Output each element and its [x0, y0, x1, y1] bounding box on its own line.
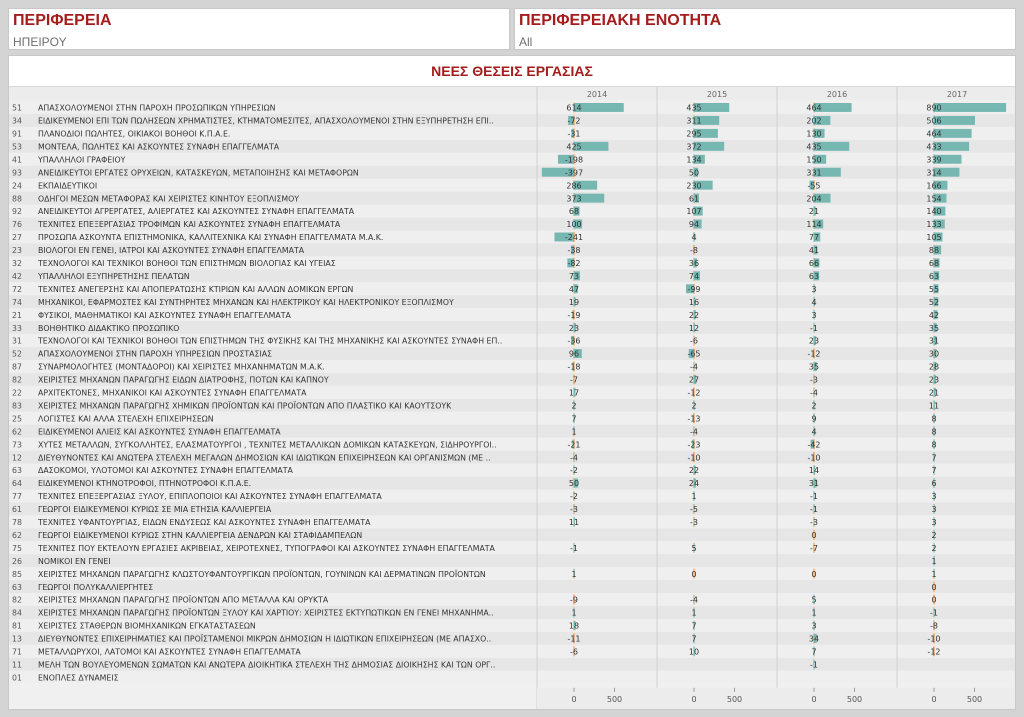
value-label: 68 — [568, 207, 580, 217]
value-label: 1 — [571, 569, 577, 579]
row-label[interactable]: ΒΟΗΘΗΤΙΚΟ ΔΙΔΑΚΤΙΚΟ ΠΡΟΣΩΠΙΚΟ — [38, 323, 180, 333]
row-label[interactable]: ΒΙΟΛΟΓΟΙ ΕΝ ΓΕΝΕΙ, ΙΑΤΡΟΙ ΚΑΙ ΑΣΚΟΥΝΤΕΣ ΣΥΝΑΦΗ ΕΠΑΓΓΕΛΜΑΤΑ — [38, 246, 305, 256]
row-label[interactable]: ΕΝΟΠΛΕΣ ΔΥΝΑΜΕΙΣ — [38, 673, 119, 683]
value-label: 30 — [928, 349, 940, 359]
value-label: 4 — [811, 427, 817, 437]
row-code: 27 — [12, 233, 22, 243]
row-label[interactable]: ΜΕΛΗ ΤΩΝ ΒΟΥΛΕΥΟΜΕΝΩΝ ΣΩΜΑΤΩΝ ΚΑΙ ΑΝΩΤΕΡΑ ΔΙΟΙΚΗΤΙΚΑ ΣΤΕΛΕΧΗ ΤΗΣ ΔΗΜΟΣΙΑΣ ΔΙΟΙΚΗΣΗΣ ΚΑΙ ΤΩΝ ΟΡΓ.. — [38, 660, 496, 670]
row-code: 63 — [12, 466, 22, 476]
value-label: 314 — [926, 168, 942, 178]
value-label: 10 — [688, 647, 700, 657]
row-label[interactable]: ΛΟΓΙΣΤΕΣ ΚΑΙ ΑΛΛΑ ΣΤΕΛΕΧΗ ΕΠΙΧΕΙΡΗΣΕΩΝ — [38, 414, 214, 424]
row-code: 73 — [12, 440, 22, 450]
value-label: 7 — [931, 466, 937, 476]
row-code: 87 — [12, 362, 22, 372]
value-label: 23 — [808, 336, 820, 346]
value-label: 0 — [931, 595, 937, 605]
value-label: 1 — [571, 427, 577, 437]
value-label: 68 — [928, 259, 940, 268]
value-label: 134 — [686, 155, 702, 165]
value-label: 105 — [926, 233, 942, 243]
row-background — [9, 153, 1015, 166]
value-label: -3 — [810, 375, 818, 385]
value-label: -3 — [570, 505, 578, 515]
row-code: 41 — [12, 155, 22, 165]
value-label: 373 — [566, 194, 582, 204]
value-label: 286 — [566, 181, 582, 191]
value-label: 23 — [928, 375, 940, 385]
value-label: -18 — [567, 362, 581, 372]
row-label[interactable]: ΧΥΤΕΣ ΜΕΤΑΛΛΩΝ, ΣΥΓΚΟΛΛΗΤΕΣ, ΕΛΑΣΜΑΤΟΥΡΓΟΙ , ΤΕΧΝΙΤΕΣ ΜΕΤΑΛΛΙΚΩΝ ΔΟΜΙΚΩΝ ΚΑΤΑΣΚΕΥΩΝ, ΣΙΔΗΡΟΥΡΓΟΙ.. — [38, 440, 497, 450]
value-label: 1 — [931, 556, 937, 566]
row-code: 77 — [12, 492, 22, 502]
value-label: 154 — [926, 194, 942, 204]
value-label: -8 — [930, 621, 938, 631]
row-code: 76 — [12, 220, 22, 230]
value-label: -8 — [690, 246, 698, 256]
row-label[interactable]: ΑΝΕΙΔΙΚΕΥΤΟΙ ΑΓΡΕΡΓΑΤΕΣ, ΑΛΙΕΡΓΑΤΕΣ ΚΑΙ ΑΣΚΟΥΝΤΕΣ ΣΥΝΑΦΗ ΕΠΑΓΓΕΛΜΑΤΑ — [38, 207, 355, 217]
value-label: 4 — [691, 233, 697, 243]
row-code: 62 — [12, 530, 22, 540]
value-label: 3 — [931, 492, 937, 502]
value-label: 63 — [808, 271, 820, 281]
value-label: 96 — [568, 349, 580, 359]
value-label: 12 — [688, 323, 700, 333]
row-code: 32 — [12, 259, 22, 268]
value-label: 425 — [566, 142, 582, 152]
value-label: -1 — [810, 323, 818, 333]
value-label: 18 — [568, 621, 580, 631]
value-label: -6 — [690, 336, 698, 346]
value-label: 63 — [928, 271, 940, 281]
value-label: -1 — [810, 660, 818, 670]
value-label: 35 — [928, 323, 940, 333]
value-label: 433 — [926, 142, 942, 152]
value-label: 100 — [566, 220, 582, 230]
value-label: 5 — [811, 595, 817, 605]
row-label[interactable]: ΑΡΧΙΤΕΚΤΟΝΕΣ, ΜΗΧΑΝΙΚΟΙ ΚΑΙ ΑΣΚΟΥΝΤΕΣ ΣΥΝΑΦΗ ΕΠΑΓΓΕΛΜΑΤΑ — [38, 388, 307, 398]
value-label: -5 — [690, 505, 698, 515]
region-filter-value[interactable]: ΗΠΕΙΡΟΥ — [13, 35, 67, 49]
value-label: 50 — [688, 168, 700, 178]
value-label: -23 — [687, 440, 701, 450]
value-label: 8 — [931, 427, 937, 437]
value-label: 35 — [808, 362, 820, 372]
row-label[interactable]: ΤΕΧΝΙΤΕΣ ΕΠΕΞΕΡΓΑΣΙΑΣ ΤΡΟΦΙΜΩΝ ΚΑΙ ΑΣΚΟΥΝΤΕΣ ΣΥΝΑΦΗ ΕΠΑΓΓΕΛΜΑΤΑ — [38, 220, 341, 230]
value-label: 14 — [808, 466, 820, 476]
year-header: 2014 — [586, 90, 608, 99]
row-code: 12 — [12, 453, 22, 463]
row-label[interactable]: ΔΑΣΟΚΟΜΟΙ, ΥΛΟΤΟΜΟΙ ΚΑΙ ΑΣΚΟΥΝΤΕΣ ΣΥΝΑΦΗ ΕΠΑΓΓΕΛΜΑΤΑ — [38, 466, 293, 476]
value-label: -12 — [687, 388, 701, 398]
value-label: -10 — [807, 453, 821, 463]
value-label: -4 — [810, 388, 818, 398]
value-label: 3 — [811, 621, 817, 631]
row-label[interactable]: ΥΠΑΛΛΗΛΟΙ ΕΞΥΠΗΡΕΤΗΣΗΣ ΠΕΛΑΤΩΝ — [38, 271, 190, 281]
value-label: 311 — [686, 116, 702, 126]
value-label: 230 — [686, 181, 702, 191]
value-label: -3 — [690, 518, 698, 527]
value-label: -12 — [807, 349, 821, 359]
value-label: 88 — [928, 246, 940, 256]
value-label: -82 — [567, 259, 581, 268]
row-label[interactable]: ΝΟΜΙΚΟΙ ΕΝ ΓΕΝΕΙ — [38, 556, 111, 566]
value-label: 17 — [568, 388, 580, 398]
axis-tick-label: 500 — [966, 694, 983, 704]
row-code: 74 — [12, 297, 22, 307]
row-code: 23 — [12, 246, 22, 256]
value-label: 2 — [571, 401, 577, 411]
row-label[interactable]: ΓΕΩΡΓΟΙ ΕΙΔΙΚΕΥΜΕΝΟΙ ΚΥΡΙΩΣ ΣΕ ΜΙΑ ΕΤΗΣΙΑ ΚΑΛΛΙΕΡΓΕΙΑ — [38, 505, 272, 515]
value-label: -31 — [567, 129, 581, 139]
value-label: 0 — [691, 569, 697, 579]
value-label: 7 — [931, 453, 937, 463]
value-label: -7 — [810, 543, 818, 553]
region-filter-label: ΠΕΡΙΦΕΡΕΙΑ — [13, 12, 112, 29]
row-label[interactable]: ΠΛΑΝΟΔΙΟΙ ΠΩΛΗΤΕΣ, ΟΙΚΙΑΚΟΙ ΒΟΗΘΟΙ Κ.Π.Α.Ε. — [38, 129, 231, 139]
row-label[interactable]: ΣΥΝΑΡΜΟΛΟΓΗΤΕΣ (ΜΟΝΤΑΔΟΡΟΙ) ΚΑΙ ΧΕΙΡΙΣΤΕΣ ΜΗΧΑΝΗΜΑΤΩΝ Μ.Α.Κ. — [38, 362, 325, 372]
value-label: 3 — [931, 505, 937, 515]
row-code: 61 — [12, 505, 22, 515]
value-label: 166 — [926, 181, 942, 191]
row-background — [9, 179, 1015, 192]
row-code: 81 — [12, 621, 22, 631]
row-label[interactable]: ΕΙΔΙΚΕΥΜΕΝΟΙ ΚΤΗΝΟΤΡΟΦΟΙ, ΠΤΗΝΟΤΡΟΦΟΙ Κ.Π.Α.Ε. — [38, 479, 252, 489]
row-label[interactable]: ΠΡΟΣΩΠΑ ΑΣΚΟΥΝΤΑ ΕΠΙΣΤΗΜΟΝΙΚΑ, ΚΑΛΛΙΤΕΧΝΙΚΑ ΚΑΙ ΣΥΝΑΦΗ ΕΠΑΓΓΕΛΜΑΤΑ Μ.Α.Κ. — [38, 233, 384, 243]
unit-filter[interactable] — [514, 8, 1016, 50]
value-label: 202 — [806, 116, 822, 126]
row-code: 85 — [12, 569, 22, 579]
row-label[interactable]: ΥΠΑΛΛΗΛΟΙ ΓΡΑΦΕΙΟΥ — [38, 155, 126, 165]
value-label: 41 — [808, 246, 820, 256]
value-label: 3 — [931, 518, 937, 527]
row-label[interactable]: ΑΝΕΙΔΙΚΕΥΤΟΙ ΕΡΓΑΤΕΣ ΟΡΥΧΕΙΩΝ, ΚΑΤΑΣΚΕΥΩΝ, ΜΕΤΑΠΟΙΗΣΗΣ ΚΑΙ ΜΕΤΑΦΟΡΩΝ — [38, 168, 359, 178]
value-label: 6 — [931, 479, 937, 489]
row-label[interactable]: ΑΠΑΣΧΟΛΟΥΜΕΝΟΙ ΣΤΗΝ ΠΑΡΟΧΗ ΥΠΗΡΕΣΙΩΝ ΠΡΟΣΤΑΣΙΑΣ — [38, 349, 272, 359]
axis-tick-label: 500 — [606, 694, 623, 704]
row-code: 31 — [12, 336, 22, 346]
value-label: 372 — [686, 142, 702, 152]
row-code: 33 — [12, 323, 22, 333]
value-label: -241 — [564, 233, 584, 243]
row-label[interactable]: ΕΚΠΑΙΔΕΥΤΙΚΟΙ — [38, 181, 98, 191]
value-label: 0 — [811, 530, 817, 540]
value-label: 464 — [926, 129, 942, 139]
row-code: 01 — [12, 673, 22, 683]
value-label: -1 — [930, 608, 938, 618]
row-label[interactable]: ΧΕΙΡΙΣΤΕΣ ΜΗΧΑΝΩΝ ΠΑΡΑΓΩΓΗΣ ΧΗΜΙΚΩΝ ΠΡΟΪΟΝΤΩΝ ΚΑΙ ΠΡΟΪΟΝΤΩΝ ΑΠΟ ΠΛΑΣΤΙΚΟ ΚΑΙ ΚΑΟΥΤΣΟΥΚ — [38, 401, 452, 411]
row-background — [9, 554, 1015, 567]
row-code: 25 — [12, 414, 22, 424]
value-label: 5 — [691, 543, 697, 553]
row-code: 62 — [12, 427, 22, 437]
row-label[interactable]: ΓΕΩΡΓΟΙ ΕΙΔΙΚΕΥΜΕΝΟΙ ΚΥΡΙΩΣ ΣΤΗΝ ΚΑΛΛΙΕΡΓΕΙΑ ΔΕΝΔΡΩΝ ΚΑΙ ΣΤΑΦΙΔΑΜΠΕΛΩΝ — [38, 530, 363, 540]
row-code: 53 — [12, 142, 22, 152]
row-label[interactable]: ΔΙΕΥΘΥΝΟΝΤΕΣ ΚΑΙ ΑΝΩΤΕΡΑ ΣΤΕΛΕΧΗ ΜΕΓΑΛΩΝ ΔΗΜΟΣΙΩΝ ΚΑΙ ΙΔΙΩΤΙΚΩΝ ΕΠΙΧΕΙΡΗΣΕΩΝ ΚΑΙ ΟΡΓΑΝΙΣΜΩΝ (ΜΕ .. — [38, 453, 491, 463]
row-code: 82 — [12, 375, 22, 385]
value-label: 36 — [688, 259, 700, 268]
value-label: -1 — [570, 543, 578, 553]
axis-tick-label: 500 — [846, 694, 863, 704]
value-label: -11 — [567, 634, 581, 644]
year-header: 2016 — [826, 90, 848, 99]
value-label: 61 — [688, 194, 700, 204]
value-label: 3 — [811, 284, 817, 294]
value-label: 130 — [806, 129, 822, 139]
value-label: 140 — [926, 207, 942, 217]
row-label[interactable]: ΔΙΕΥΘΥΝΟΝΤΕΣ ΕΠΙΧΕΙΡΗΜΑΤΙΕΣ ΚΑΙ ΠΡΟΪΣΤΑΜΕΝΟΙ ΜΙΚΡΩΝ ΔΗΜΟΣΙΩΝ Η ΙΔΙΩΤΙΚΩΝ ΕΠΙΧΕΙΡΗΣΕΩΝ (ΜΕ ΑΠΑΣΧΟ.. — [38, 634, 492, 644]
value-label: -21 — [567, 440, 581, 450]
row-code: 11 — [12, 660, 22, 670]
row-code: 34 — [12, 116, 22, 126]
row-label[interactable]: ΤΕΧΝΙΤΕΣ ΠΟΥ ΕΚΤΕΛΟΥΝ ΕΡΓΑΣΙΕΣ ΑΚΡΙΒΕΙΑΣ, ΧΕΙΡΟΤΕΧΝΕΣ, ΤΥΠΟΓΡΑΦΟΙ ΚΑΙ ΑΣΚΟΥΝΤΕΣ ΣΥΝΑΦΗ ΕΠΑΓΓΕΛΜΑΤΑ — [38, 543, 495, 553]
value-label: 0 — [931, 582, 937, 592]
value-label: -12 — [927, 647, 941, 657]
value-label: 31 — [808, 479, 820, 489]
row-label[interactable]: ΟΔΗΓΟΙ ΜΕΣΩΝ ΜΕΤΑΦΟΡΑΣ ΚΑΙ ΧΕΙΡΙΣΤΕΣ ΚΙΝΗΤΟΥ ΕΞΟΠΛΙΣΜΟΥ — [38, 194, 300, 204]
row-code: 72 — [12, 284, 22, 294]
row-code: 75 — [12, 543, 22, 553]
row-code: 92 — [12, 207, 22, 217]
value-label: -2 — [570, 492, 578, 502]
value-label: -4 — [570, 453, 578, 463]
row-code: 88 — [12, 194, 22, 204]
value-label: 7 — [691, 634, 697, 644]
value-label: 19 — [568, 297, 580, 307]
region-filter[interactable] — [8, 8, 510, 50]
value-label: 74 — [688, 271, 700, 281]
value-label: -7 — [570, 375, 578, 385]
row-code: 42 — [12, 271, 22, 281]
value-label: 295 — [686, 129, 702, 139]
jobs-chart-panel — [8, 55, 1016, 710]
row-label[interactable]: ΤΕΧΝΙΤΕΣ ΕΠΕΞΕΡΓΑΣΙΑΣ ΞΥΛΟΥ, ΕΠΙΠΛΟΠΟΙΟΙ ΚΑΙ ΑΣΚΟΥΝΤΕΣ ΣΥΝΑΦΗ ΕΠΑΓΓΕΛΜΑΤΑ — [38, 492, 382, 502]
row-label[interactable]: ΧΕΙΡΙΣΤΕΣ ΣΤΑΘΕΡΩΝ ΒΙΟΜΗΧΑΝΙΚΩΝ ΕΓΚΑΤΑΣΤΑΣΕΩΝ — [38, 621, 256, 631]
row-code: 83 — [12, 401, 22, 411]
row-code: 63 — [12, 582, 22, 592]
value-label: 24 — [688, 479, 700, 489]
value-label: 34 — [808, 634, 820, 644]
value-label: 614 — [566, 103, 582, 113]
axis-tick-label: 0 — [691, 694, 697, 704]
row-background — [9, 580, 1015, 593]
row-code: 52 — [12, 349, 22, 359]
value-label: 4 — [811, 297, 817, 307]
value-label: 1 — [811, 608, 817, 618]
year-header: 2017 — [946, 90, 968, 99]
value-label: 77 — [808, 233, 820, 243]
value-label: 47 — [568, 284, 580, 294]
row-code: 51 — [12, 103, 22, 113]
row-code: 21 — [12, 310, 22, 320]
value-label: -19 — [567, 310, 581, 320]
unit-filter-label: ΠΕΡΙΦΕΡΕΙΑΚΗ ΕΝΟΤΗΤΑ — [519, 12, 722, 29]
value-label: 339 — [926, 155, 942, 165]
row-label[interactable]: ΤΕΧΝΙΤΕΣ ΥΦΑΝΤΟΥΡΓΙΑΣ, ΕΙΔΩΝ ΕΝΔΥΣΕΩΣ ΚΑΙ ΑΣΚΟΥΝΤΕΣ ΣΥΝΑΦΗ ΕΠΑΓΓΕΛΜΑΤΑ — [38, 518, 371, 527]
value-label: 435 — [806, 142, 822, 152]
row-code: 93 — [12, 168, 22, 178]
value-label: 9 — [811, 414, 817, 424]
row-code: 78 — [12, 518, 22, 527]
value-label: 66 — [808, 259, 820, 268]
value-label: -9 — [570, 595, 578, 605]
value-label: 11 — [568, 518, 580, 527]
value-label: -397 — [564, 168, 584, 178]
value-label: 1 — [931, 569, 937, 579]
value-label: -4 — [690, 427, 698, 437]
value-label: 0 — [811, 569, 817, 579]
row-code: 26 — [12, 556, 22, 566]
value-label: -55 — [807, 181, 821, 191]
value-label: 464 — [806, 103, 822, 113]
value-label: -3 — [810, 518, 818, 527]
value-label: 331 — [806, 168, 822, 178]
row-label[interactable]: ΕΙΔΙΚΕΥΜΕΝΟΙ ΑΛΙΕΙΣ ΚΑΙ ΑΣΚΟΥΝΤΕΣ ΣΥΝΑΦΗ ΕΠΑΓΓΕΛΜΑΤΑ — [38, 427, 281, 437]
value-label: -6 — [570, 647, 578, 657]
value-label: 31 — [928, 336, 940, 346]
value-label: 2 — [931, 543, 937, 553]
value-label: 2 — [811, 401, 817, 411]
value-label: 133 — [926, 220, 942, 230]
axis-tick-label: 0 — [811, 694, 817, 704]
value-label: 73 — [568, 271, 580, 281]
row-code: 71 — [12, 647, 22, 657]
row-label[interactable]: ΜΕΤΑΛΛΩΡΥΧΟΙ, ΛΑΤΟΜΟΙ ΚΑΙ ΑΣΚΟΥΝΤΕΣ ΣΥΝΑΦΗ ΕΠΑΓΓΕΛΜΑΤΑ — [38, 647, 301, 657]
row-label[interactable]: ΤΕΧΝΙΤΕΣ ΑΝΕΓΕΡΣΗΣ ΚΑΙ ΑΠΟΠΕΡΑΤΩΣΗΣ ΚΤΙΡΙΩΝ ΚΑΙ ΑΛΛΩΝ ΔΟΜΙΚΩΝ ΕΡΓΩΝ — [38, 284, 354, 294]
value-label: 22 — [688, 310, 700, 320]
value-label: 27 — [688, 375, 700, 385]
value-label: -10 — [687, 453, 701, 463]
row-code: 82 — [12, 595, 22, 605]
value-label: -42 — [807, 440, 821, 450]
value-label: 1 — [691, 492, 697, 502]
value-label: 16 — [688, 297, 700, 307]
row-label[interactable]: ΓΕΩΡΓΟΙ ΠΟΛΥΚΑΛΛΙΕΡΓΗΤΕΣ — [38, 582, 154, 592]
value-label: -4 — [690, 362, 698, 372]
row-code: 84 — [12, 608, 22, 618]
row-label[interactable]: ΜΗΧΑΝΙΚΟΙ, ΕΦΑΡΜΟΣΤΕΣ ΚΑΙ ΣΥΝΤΗΡΗΤΕΣ ΜΗΧΑΝΩΝ ΚΑΙ ΗΛΕΚΤΡΙΚΟΥ ΚΑΙ ΗΛΕΚΤΡΟΝΙΚΟΥ ΕΞΟΠΛΙΣΜΟΥ — [38, 297, 454, 307]
value-label: 50 — [568, 479, 580, 489]
chart-title: ΝΕΕΣ ΘΕΣΕΙΣ ΕΡΓΑΣΙΑΣ — [9, 56, 1015, 87]
value-label: -65 — [687, 349, 701, 359]
row-label[interactable]: ΧΕΙΡΙΣΤΕΣ ΜΗΧΑΝΩΝ ΠΑΡΑΓΩΓΗΣ ΠΡΟΪΟΝΤΩΝ ΑΠΟ ΜΕΤΑΛΛΑ ΚΑΙ ΟΡΥΚΤΑ — [38, 595, 329, 605]
value-label: -72 — [567, 116, 581, 126]
value-label: 55 — [928, 284, 940, 294]
row-code: 24 — [12, 181, 22, 191]
value-label: -4 — [690, 595, 698, 605]
row-background — [9, 671, 1015, 684]
value-label: 28 — [928, 362, 940, 372]
value-label: -99 — [687, 284, 701, 294]
value-label: -13 — [687, 414, 701, 424]
row-label[interactable]: ΑΠΑΣΧΟΛΟΥΜΕΝΟΙ ΣΤΗΝ ΠΑΡΟΧΗ ΠΡΟΣΩΠΙΚΩΝ ΥΠΗΡΕΣΙΩΝ — [38, 103, 276, 113]
value-label: 42 — [928, 310, 940, 320]
value-label: 23 — [568, 323, 580, 333]
axis-tick-label: 0 — [931, 694, 937, 704]
row-label[interactable]: ΦΥΣΙΚΟΙ, ΜΑΘΗΜΑΤΙΚΟΙ ΚΑΙ ΑΣΚΟΥΝΤΕΣ ΣΥΝΑΦΗ ΕΠΑΓΓΕΛΜΑΤΑ — [38, 310, 291, 320]
row-label[interactable]: ΕΙΔΙΚΕΥΜΕΝΟΙ ΕΠΙ ΤΩΝ ΠΩΛΗΣΕΩΝ ΧΡΗΜΑΤΙΣΤΕΣ, ΚΤΗΜΑΤΟΜΕΣΙΤΕΣ, ΑΠΑΣΧΟΛΟΥΜΕΝΟΙ ΣΤΗΝ ΕΞΥΠΗΡΕΤΗΣΗ ΕΠΙ.. — [38, 116, 494, 126]
value-label: -2 — [570, 466, 578, 476]
value-label: 3 — [811, 310, 817, 320]
value-label: 435 — [686, 103, 702, 113]
row-label[interactable]: ΜΟΝΤΕΛΑ, ΠΩΛΗΤΕΣ ΚΑΙ ΑΣΚΟΥΝΤΕΣ ΣΥΝΑΦΗ ΕΠΑΓΓΕΛΜΑΤΑ — [38, 142, 280, 152]
value-label: 11 — [928, 401, 940, 411]
value-label: 7 — [691, 621, 697, 631]
value-label: 8 — [931, 440, 937, 450]
value-label: -36 — [567, 336, 581, 346]
axis-tick-label: 0 — [571, 694, 577, 704]
value-label: 150 — [806, 155, 822, 165]
row-code: 91 — [12, 129, 22, 139]
value-label: 2 — [931, 530, 937, 540]
value-label: -38 — [567, 246, 581, 256]
value-label: 890 — [926, 103, 942, 113]
value-label: 1 — [571, 608, 577, 618]
value-label: 21 — [928, 388, 940, 398]
row-label[interactable]: ΧΕΙΡΙΣΤΕΣ ΜΗΧΑΝΩΝ ΠΑΡΑΓΩΓΗΣ ΠΡΟΪΟΝΤΩΝ ΞΥΛΟΥ ΚΑΙ ΧΑΡΤΙΟΥ: ΧΕΙΡΙΣΤΕΣ ΕΚΤΥΠΩΤΙΚΩΝ ΕΝ ΓΕΝΕΙ ΜΗΧΑΝΗΜΑ.. — [38, 608, 494, 618]
value-label: 107 — [686, 207, 702, 217]
row-code: 64 — [12, 479, 22, 489]
row-code: 13 — [12, 634, 22, 644]
value-label: 7 — [571, 414, 577, 424]
value-label: 21 — [808, 207, 820, 217]
value-label: 22 — [688, 466, 700, 476]
value-label: 2 — [691, 401, 697, 411]
year-header: 2015 — [706, 90, 728, 99]
value-label: 52 — [928, 297, 940, 307]
row-label[interactable]: ΧΕΙΡΙΣΤΕΣ ΜΗΧΑΝΩΝ ΠΑΡΑΓΩΓΗΣ ΚΛΩΣΤΟΥΦΑΝΤΟΥΡΓΙΚΩΝ ΠΡΟΪΟΝΤΩΝ, ΓΟΥΝΙΝΩΝ ΚΑΙ ΔΕΡΜΑΤΙΝΩΝ ΠΡΟΪΟΝΤΩΝ — [38, 569, 486, 579]
row-label[interactable]: ΧΕΙΡΙΣΤΕΣ ΜΗΧΑΝΩΝ ΠΑΡΑΓΩΓΗΣ ΕΙΔΩΝ ΔΙΑΤΡΟΦΗΣ, ΠΟΤΩΝ ΚΑΙ ΚΑΠΝΟΥ — [38, 375, 329, 385]
unit-filter-value[interactable]: All — [519, 35, 533, 49]
row-code: 22 — [12, 388, 22, 398]
row-label[interactable]: ΤΕΧΝΟΛΟΓΟΙ ΚΑΙ ΤΕΧΝΙΚΟΙ ΒΟΗΘΟΙ ΤΩΝ ΕΠΙΣΤΗΜΩΝ ΒΙΟΛΟΓΙΑΣ ΚΑΙ ΥΓΕΙΑΣ — [38, 259, 336, 268]
value-label: -198 — [564, 155, 584, 165]
value-label: 114 — [806, 220, 822, 230]
jobs-chart — [9, 56, 1015, 709]
value-label: 204 — [806, 194, 822, 204]
row-label[interactable]: ΤΕΧΝΟΛΟΓΟΙ ΚΑΙ ΤΕΧΝΙΚΟΙ ΒΟΗΘΟΙ ΤΩΝ ΕΠΙΣΤΗΜΩΝ ΤΗΣ ΦΥΣΙΚΗΣ ΚΑΙ ΤΗΣ ΜΗΧΑΝΙΚΗΣ ΚΑΙ ΑΣΚΟΥΝΤΕΣ ΣΥΝΑΦΗ ΕΠ.. — [38, 336, 503, 346]
value-label: -10 — [927, 634, 941, 644]
value-label: -1 — [810, 492, 818, 502]
value-label: 94 — [688, 220, 700, 230]
value-bar[interactable] — [934, 103, 1006, 112]
value-label: 1 — [691, 608, 697, 618]
value-label: -1 — [810, 505, 818, 515]
year-header-strip — [9, 87, 1015, 100]
value-label: 8 — [931, 414, 937, 424]
axis-tick-label: 500 — [726, 694, 743, 704]
value-label: 7 — [811, 647, 817, 657]
value-label: 506 — [926, 116, 942, 126]
